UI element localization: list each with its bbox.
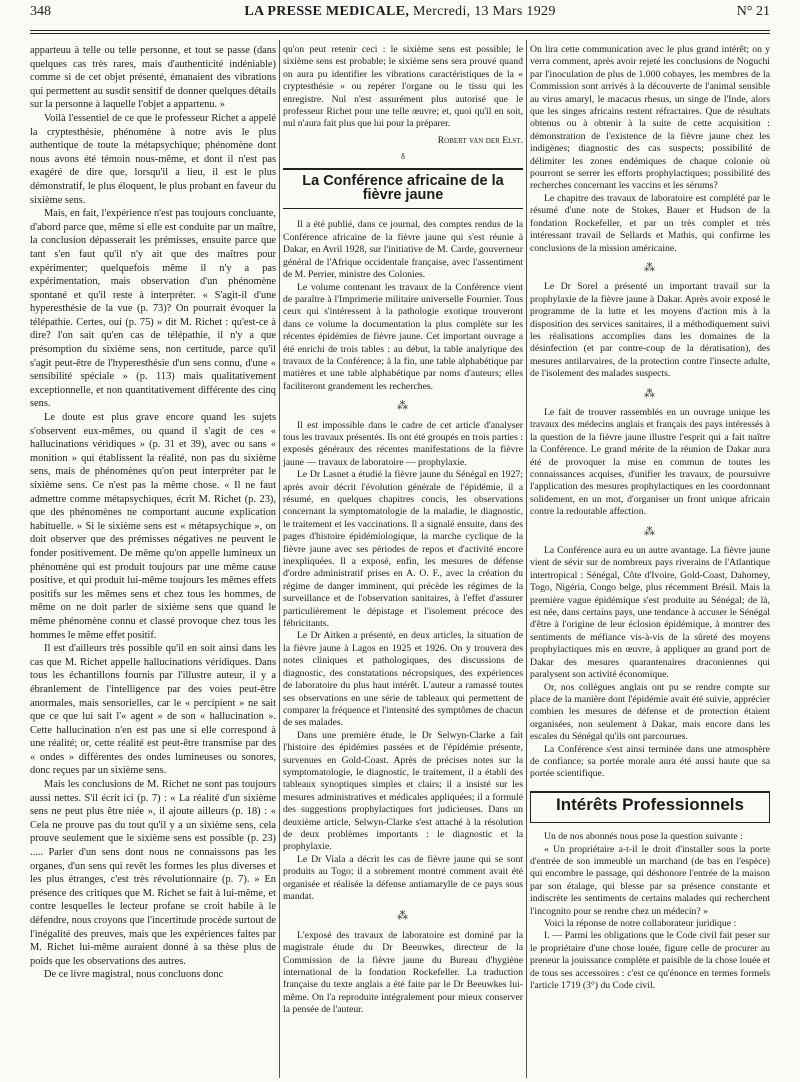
paragraph: qu'on peut retenir ceci : le sixième sens est possible; le sixième sens est probable; le sixième sens sera prouvé quand on aura pu identifier les vibrations caractéristiques de la « cryptesthésie » ou repérer l'organe ou le tissu qui les enregistre. Nul n'est assurément plus autorisé que le professeur Richet pour une telle œuvre; et, quoi qu'il en soit, nul n'aura fait plus que lui pour la préparer. xyxy=(283,44,523,130)
paragraph: La Conférence aura eu un autre avantage. La fièvre jaune vient de sévir sur de nombreux pays riverains de l'Atlantique intertropical : Sénégal, Côte d'Ivoire, Gold-Coast, Dahomey, Togo, Nigéria, Congo belge, plus récemment Brésil. Mais la première vague épidémique s'est produite au Sénégal; de là, est née, dans certains pays, une tendance à accuser le Sénégal d'être à l'origine de leur éclosion épidémique, à montrer des sentiments de méfiance vis-à-vis de la sûreté des moyens prophylactiques mis en œuvre, à appliquer au grand port de Dakar des mesures quarantenaires draconiennes qui paralysent son activité économique. xyxy=(530,545,770,681)
article-title: La Conférence africaine de la fièvre jaune xyxy=(302,172,504,204)
running-title xyxy=(30,4,770,20)
article-heading xyxy=(283,168,523,210)
section-stars: ⁂ xyxy=(397,910,409,923)
paragraph: I. — Parmi les obligations que le Code civil fait peser sur le propriétaire d'une chose louée, figure celle de procurer au preneur la jouissance complète et paisible de la chose louée et de tous ses accessoires : c'est ce qu'énonce en termes formels l'article 1719 (3°) du Code civil. xyxy=(530,930,770,992)
paragraph: Le Dr Aitken a présenté, en deux articles, la situation de la fièvre jaune à Lagos en 1925 et 1926. On y trouvera des notes cliniques et pathologiques, des discussions de diagnostic, des constatations nécropsiques, des expériences de laboratoire du plus haut intérêt. L'auteur a ramassé toutes ses observations en une série de tableaux qui permettent de comparer la fréquence et l'intensité des symptômes de chacun de ses malades. xyxy=(283,630,523,729)
column-divider xyxy=(526,40,527,1078)
paragraph: « Un propriétaire a-t-il le droit d'installer sous la porte d'entrée de son immeuble un marchand (de bas en l'espèce) qui encombre le passage, qui déshonore l'entrée de la maison par son étalage, qui blesse par sa présence constante et indiscrète les sentiments de certains malades qui recherchent l'incognito pour se rendre chez un médecin? » xyxy=(530,843,770,917)
paragraph: apparteuu à telle ou telle personne, et tout se passe (dans quelques cas très rares, mais d'authenticité indéniable) comme si de cet objet présenté, émanaient des vibrations qui permettent au susdit sensitif de donner quelques détails sur la personne à laquelle l'objet a appartenu. » xyxy=(30,45,276,111)
paragraph: Il est impossible dans le cadre de cet article d'analyser tous les travaux présentés. Ils ont été groupés en trois parties : exposés généraux des récentes manifestations de la fièvre jaune — travaux de laboratoire — prophylaxie. xyxy=(283,419,523,468)
header-rule xyxy=(30,30,770,31)
section-stars: ⁂ xyxy=(644,261,656,274)
column-right xyxy=(530,44,770,1078)
page-number: 348 xyxy=(30,4,51,19)
section-title: Intérêts Professionnels xyxy=(555,794,744,814)
paragraph: Le volume contenant les travaux de la Conférence vient de paraître à l'Imprimerie militaire universelle Fournier. Tous ceux qui s'intéressent à la pathologie exotique trouveront dans ce volume la documentation la plus complète sur les récentes épidémies de fièvre jaune. Cet important ouvrage a été enrichi de trois tables : au début, la table analytique des travaux de la Conférence; à la fin, une table alphabétique par matières et une table alphabétique par noms d'auteurs; elles faciliteront grandement les recherches. xyxy=(283,281,523,392)
paragraph: Or, nos collègues anglais ont pu se rendre compte sur place de la manière dont l'épidémie avait été suivie, apprécier combien les mesures de défense et de protection étaient organisées, non seulement à Dakar, mais encore dans les escales du Sénégal qu'ils ont parcourues. xyxy=(530,681,770,743)
paragraph: Le doute est plus grave encore quand les sujets s'observent eux-mêmes, ou quand il s'agit de ces « hallucinations véridiques » (p. 31 et 39), avec ou sans « monition » qui établissent la réalité, non pas du sixième sens, mais de phénomènes qu'on peut interpréter par le sixième sens. Ce n'est pas la même chose. « Il ne faut admettre comme métapsychiques, écrit M. Richet (p. 23), que des phénomènes ne comportant aucune explication habituelle. » Si le sixième sens est « métapsychique », on doit observer que des prémisses négatives ne peuvent le fonder positivement. De même qu'on appelle lumineux un phénomène qui est produit toujours par une même cause positive, et qui produit lui-même toujours les mêmes effets positifs sur les mêmes sens et chez tous les hommes, de même on ne doit parler de sixième sens que quand le même phénomène connu et classé provoque chez tous les hommes le même effet positif. xyxy=(30,412,276,641)
column-divider xyxy=(279,40,280,1078)
paragraph: Un de nos abonnés nous pose la question suivante : xyxy=(544,831,743,843)
paragraph: De ce livre magistral, nous concluons donc xyxy=(44,969,224,981)
section-stars: ⁂ xyxy=(644,525,656,538)
paragraph: L'exposé des travaux de laboratoire est dominé par la magistrale étude du Dr Beeuwkes, directeur de la Commission de la fièvre jaune du Bureau d'hygiène international de la fondation Rockefeller. La traduction française du texte anglais a été faite par le Dr Beeuwkes lui-même. On l'a reproduite intégralement pour mieux conserver la pensée de l'auteur. xyxy=(283,929,523,1016)
paragraph: Dans une première étude, le Dr Selwyn-Clarke a fait l'histoire des épidémies passées et de l'épidémie présente, survenues en Gold-Coast. Après de précises notes sur la symptomatologie, le diagnostic, le traitement, il a établi des tableaux synoptiques simples et clairs; il a insisté sur les mesures administratives et médicales appliquées; il a formulé des suggestions prophylactiques fort judicieuses. Dans un deuxième article, Selwyn-Clarke s'est attaché à la résolution de deux problèmes importants : le diagnostic et la prophylaxie. xyxy=(283,729,523,853)
paragraph: Le chapitre des travaux de laboratoire est complété par le résumé d'une note de Stokes, Bauer et Hudson de la fondation Rockefeller, et par un très complet et très intéressant travail de Sellards et Mathis, qui confirme les conclusions de la mission américaine. xyxy=(530,192,770,254)
paragraph: Le Dr Lasnet a étudié la fièvre jaune du Sénégal en 1927; après avoir décrit l'évolution générale de l'épidémie, il a résumé, en quelques chapitres concis, les observations concernant la symptomatologie de la maladie, le diagnostic, le traitement et les vaccinations. Il a signalé ensuite, dans des pages d'histoire épidémiologique, la marche cyclique de la fièvre jaune avec ses périodes de repos et d'activité encore inexpliquées. Il a exposé, enfin, les mesures de défense d'ordre administratif prises en A. O. F., avec la création du régime de danger imminent, qui précède les régimes de la surveillance et de l'observation sanitaires, à l'effet d'assurer particulièrement le dépistage et l'isolement précoce des fébricitants. xyxy=(283,469,523,630)
section-stars: ⁂ xyxy=(644,387,656,400)
paragraph: La Conférence s'est ainsi terminée dans une atmosphère de confiance; sa portée morale aura été aussi haute que sa portée scientifique. xyxy=(530,743,770,780)
paragraph: Voici la réponse de notre collaborateur juridique : xyxy=(544,918,737,929)
paragraph: Voilà l'essentiel de ce que le professeur Richet a appelé la cryptesthésie, phénomène à notre avis le plus authentique de toute la métapsychique; phénomène dont nous avons été témoin nous-même, et dont il n'est pas exagéré de dire que, lorsqu'il a lieu, il est le plus démonstratif, le plus éloquent, le plus probant en faveur du sixième sens. xyxy=(30,112,276,206)
paragraph: Mais, en fait, l'expérience n'est pas toujours concluante, d'abord parce que, même si elle est conduite par un maître, la conclusion dépasserait les prémisses, ensuite parce que tant s'en faut qu'il n'y ait que des maîtres pour expérimenter; quelquefois même il n'y a pas expérimentation, mais observation d'un phénomène spontané et qu'il reste à interpréter. « S'agit-il d'une hyperesthésie de la vue (p. 73)? On pourrait évoquer la télépathie. Certes, oui (p. 75) » dit M. Richet : qu'est-ce à dire? l'on sait qu'en cas de télépathie, il n'y a que présomption du sixième sens, non certitude, parce qu'il s'agit peut-être de l'hyperesthésie d'un sens connu, d'une « sensibilité spéciale » (p. 113) mais qualitativement exceptionnelle, et non quantitativement différente des cinq sens. xyxy=(30,208,276,410)
issue-number: N° 21 xyxy=(736,4,770,19)
paragraph: Le Dr Viala a décrit les cas de fièvre jaune qui se sont produits au Togo; il a sobrement montré comment avait été organisée et réalisée la défense antiamarylle de ce pays sous mandat. xyxy=(283,853,523,902)
issue-date: Mercredi, 13 Mars 1929 xyxy=(412,4,556,19)
column-left xyxy=(30,44,276,1078)
separator-mark: δ xyxy=(401,152,405,162)
paragraph: On lira cette communication avec le plus grand intérêt; on y verra comment, après avoir rejeté les conclusions de Noguchi par l'inoculation de plus de 1.000 cobayes, les membres de la Commission sont arrivés à la découverte de l'animal sensible au virus amaryl, le macacus rhesus, un singe de l'Inde, alors que les singes africains restent réfractaires. Que de résultats obtenus ou à obtenir à la suite de cette acquisition : démonstration de l'existence de la fièvre jaune chez les indigènes; diagnostic des cas suspects; possibilité de délimiter les zones endémiques de chaque colonie où pourront se serrer les efforts prophylactiques; possibilité des recherches concernant les vaccins et les sérums? xyxy=(530,44,770,192)
section-stars: ⁂ xyxy=(397,400,409,413)
paragraph: Il a été publié, dans ce journal, des comptes rendus de la Conférence africaine de la fièvre jaune qui s'est réunie à Dakar, en Avril 1928, sur l'initiative de M. Carde, gouverneur général de l'Afrique occidentale française, avec l'assentiment de M. Perrier, ministre des Colonies. xyxy=(283,219,523,281)
section-heading xyxy=(530,791,770,823)
paragraph: Mais les conclusions de M. Richet ne sont pas toujours aussi nettes. S'il écrit ici (p. 7) : « La réalité d'un sixième sens ne peut plus être niée », il ajoute ailleurs (p. 18) : « Cela ne prouve pas du tout qu'il y a un sixième sens, cela prouve seulement que le sixième sens est possible (p. 23) ..... Parler d'un sens dont nous ne connaissons pas les organes, d'un sens qui revêt les formes les plus diverses et les plus étranges, c'est très révolutionnaire (p. 7). » En présence des critiques que M. Richet se fait à lui-même, et contre lesquelles le lecteur profane se croit habile à le défendre, nous croyons que l'incertitude procède surtout de l'inégalité des preuves, mais que les expériences faites par M. Richet lui-même auraient donné à sa thèse plus de poids que les observations des autres. xyxy=(30,779,276,967)
paragraph: Le fait de trouver rassemblés en un ouvrage unique les travaux des médecins anglais et français des pays intéressés à la question de la fièvre jaune illustre l'esprit qui a fait naître la Conférence. Le grand mérite de la réunion de Dakar aura été de provoquer la mise en commun de toutes les connaissances acquises, d'unifier les travaux, de poursuivre l'application des mesures prophylactiques en les coordonnant solidement, en un mot, d'organiser un front unique africain contre la redoutable affection. xyxy=(530,406,770,518)
page-header xyxy=(30,4,770,26)
author-signature: Robert van der Elst. xyxy=(437,134,523,146)
paragraph: Il est d'ailleurs très possible qu'il en soit ainsi dans les cas que M. Richet appelle hallucinations véridiques. Dans tous les échantillons fournis par l'illustre auteur, il y a ébranlement de l'intelligence par des voies peut-être anormales, mais sensorielles, car le « percipient » ne sait que ce que lui sait l'« agent » de son « hallucination ». Cette hallucination n'en est pas une si elle correspond à une réalité; or, cette réalité est peut-être transmise par des « ondes » différentes des ondes lumineuses ou sonores, donc reçues par un sixième sens. xyxy=(30,643,276,777)
publication-name: LA PRESSE MEDICALE, xyxy=(244,4,410,19)
column-middle xyxy=(283,44,523,1078)
header-rule-2 xyxy=(30,33,770,34)
paragraph: Le Dr Sorel a présenté un important travail sur la prophylaxie de la fièvre jaune à Dakar. Après avoir exposé le programme de la lutte et les moyens d'action mis à la disposition des services sanitaires, il a méthodiquement suivi les réalisations accomplies dans les domaines de la désinfection (et par contre-coup de la dératisation), des mesures antilarvaires, de la protection contre l'insecte adulte, de l'isolement des malades suspects. xyxy=(530,281,770,380)
